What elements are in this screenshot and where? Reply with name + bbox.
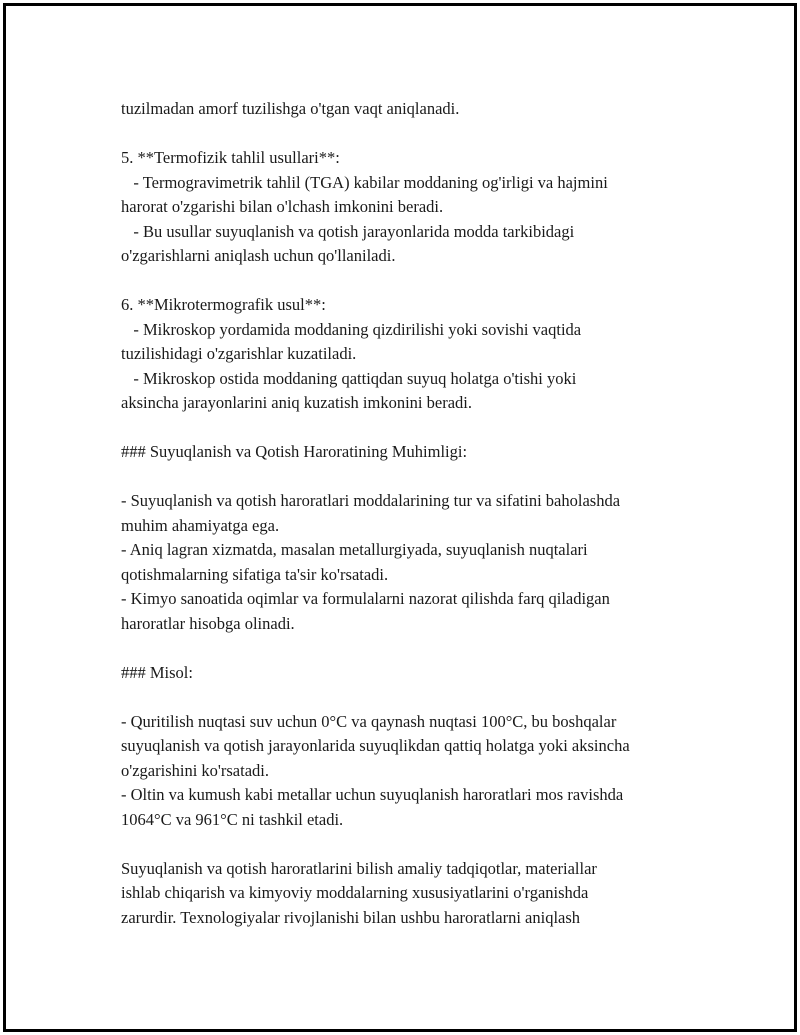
text-line: - Mikroskop yordamida moddaning qizdirilishi yoki sovishi vaqtida bbox=[121, 319, 582, 339]
text-line: aksincha jarayonlarini aniq kuzatish imkonini beradi. bbox=[121, 393, 472, 412]
section-heading-importance bbox=[121, 440, 721, 465]
paragraph-example-list bbox=[121, 710, 721, 833]
text-line: - Suyuqlanish va qotish haroratlari moddalarining tur va sifatini baholashda bbox=[121, 491, 621, 510]
text-line: suyuqlanish va qotish jarayonlarida suyuqlikdan qattiq holatga yoki aksincha bbox=[121, 736, 630, 755]
text-line: - Aniq lagran xizmatda, masalan metallurgiyada, suyuqlanish nuqtalari bbox=[121, 540, 588, 559]
paragraph-microthermographic-method bbox=[121, 293, 721, 416]
text-line: tuzilmadan amorf tuzilishga o'tgan vaqt aniqlanadi. bbox=[121, 99, 460, 118]
text-line: ### Suyuqlanish va Qotish Haroratining Muhimligi: bbox=[121, 442, 468, 461]
text-line: - Mikroskop ostida moddaning qattiqdan suyuq holatga o'tishi yoki bbox=[121, 368, 577, 388]
text-line: muhim ahamiyatga ega. bbox=[121, 515, 280, 535]
text-line: harorat o'zgarishi bilan o'lchash imkonini beradi. bbox=[121, 197, 444, 216]
paragraph-gap bbox=[121, 465, 721, 490]
paragraph-gap bbox=[121, 636, 721, 661]
text-line: - Kimyo sanoatida oqimlar va formulalarni nazorat qilishda farq qiladigan bbox=[121, 589, 610, 608]
text-line: o'zgarishlarni aniqlash uchun qo'llaniladi. bbox=[121, 246, 396, 265]
text-line: 6. **Mikrotermografik usul**: bbox=[121, 295, 326, 314]
paragraph-importance-list bbox=[121, 489, 721, 636]
text-line: tuzilishidagi o'zgarishlar kuzatiladi. bbox=[121, 344, 357, 363]
document-body bbox=[121, 97, 721, 930]
paragraph-gap bbox=[121, 269, 721, 294]
paragraph-gap bbox=[121, 416, 721, 441]
text-line: Suyuqlanish va qotish haroratlarini bilish amaliy tadqiqotlar, materiallar bbox=[121, 858, 597, 878]
text-line: ishlab chiqarish va kimyoviy moddalarning xususiyatlarini o'rganishda bbox=[121, 883, 589, 902]
text-line: haroratlar hisobga olinadi. bbox=[121, 613, 295, 633]
text-line: 5. **Termofizik tahlil usullari**: bbox=[121, 148, 340, 167]
text-line: - Oltin va kumush kabi metallar uchun suyuqlanish haroratlari mos ravishda bbox=[121, 785, 624, 804]
text-line: ### Misol: bbox=[121, 662, 193, 682]
text-line: qotishmalarning sifatiga ta'sir ko'rsatadi. bbox=[121, 564, 389, 584]
text-line: - Bu usullar suyuqlanish va qotish jarayonlarida modda tarkibidagi bbox=[121, 221, 575, 241]
paragraph-conclusion bbox=[121, 857, 721, 931]
page-border bbox=[3, 3, 797, 1032]
paragraph-thermophysical-methods bbox=[121, 146, 721, 269]
paragraph-gap bbox=[121, 685, 721, 710]
section-heading-example bbox=[121, 661, 721, 686]
text-line: - Termogravimetrik tahlil (TGA) kabilar moddaning og'irligi va hajmini bbox=[121, 172, 608, 192]
text-line: - Quritilish nuqtasi suv uchun 0°C va qaynash nuqtasi 100°C, bu boshqalar bbox=[121, 711, 617, 731]
text-line: o'zgarishini ko'rsatadi. bbox=[121, 760, 269, 780]
text-line: zarurdir. Texnologiyalar rivojlanishi bilan ushbu haroratlarni aniqlash bbox=[121, 907, 581, 927]
text-line: 1064°C va 961°C ni tashkil etadi. bbox=[121, 809, 344, 829]
paragraph-intro-continuation bbox=[121, 97, 721, 122]
paragraph-gap bbox=[121, 832, 721, 857]
paragraph-gap bbox=[121, 122, 721, 147]
